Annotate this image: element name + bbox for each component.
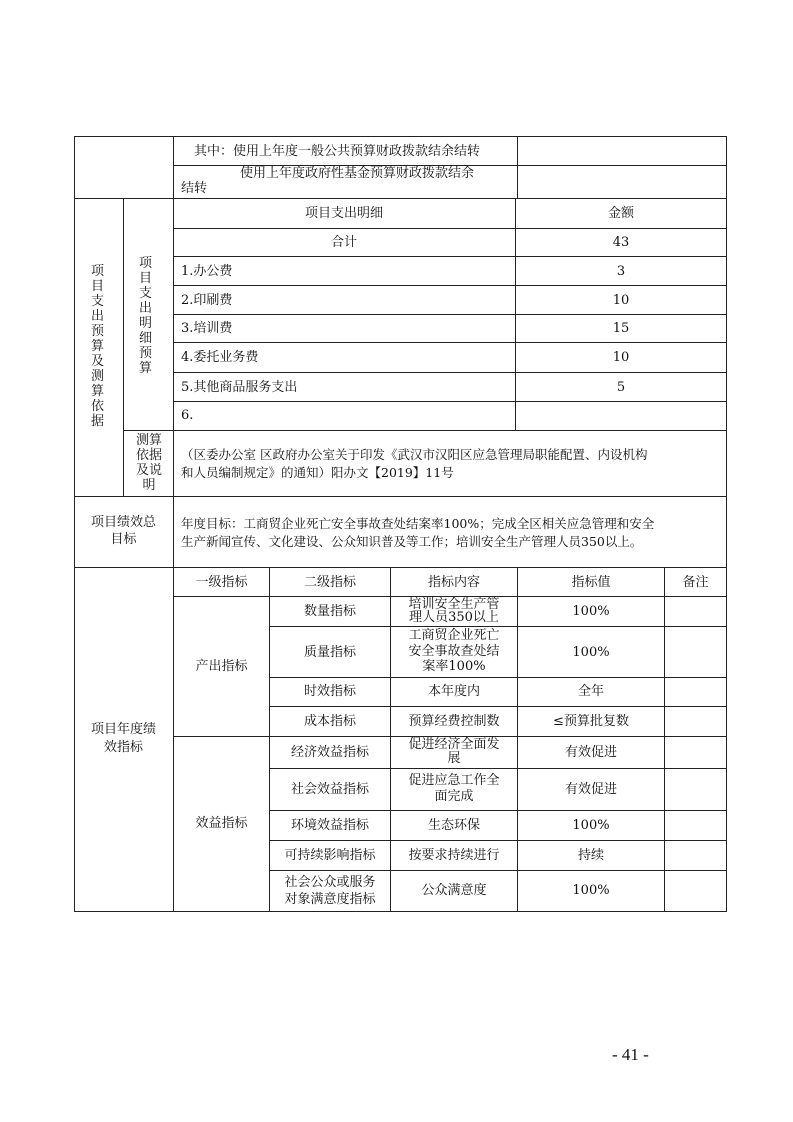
goal-label-line2: 目标	[110, 532, 137, 547]
total-value: 43	[612, 235, 630, 250]
indicator-content: 培训安全生产管 理人员350以上	[408, 597, 500, 625]
expense-item-amount: 5	[616, 380, 626, 395]
indicator-level2: 环境效益指标	[290, 818, 369, 833]
indicator-value: 有效促进	[564, 745, 617, 760]
indicator-level2: 经济效益指标	[290, 745, 369, 760]
header-value: 指标值	[571, 575, 611, 590]
indicator-content: 促进应急工作全 面完成	[408, 773, 500, 804]
expense-item-name: 5.其他商品服务支出	[181, 380, 298, 395]
indicator-content: 工商贸企业死亡 安全事故查处结 案率100%	[408, 628, 500, 674]
goal-text-line2: 生产新闻宣传、文化建设、公众知识普及等工作；培训安全生产管理人员350以上。	[181, 534, 643, 549]
indicator-level2: 社会公众或服务 对象满意度指标	[284, 875, 376, 907]
benefit-indicators-label: 效益指标	[195, 816, 248, 831]
expense-item-amount: 3	[616, 264, 626, 279]
fund-budget-carryover-label-line2: 结转	[181, 181, 208, 196]
indicator-content: 预算经费控制数	[408, 714, 500, 729]
expense-item-amount: 15	[612, 321, 630, 336]
indicator-level2: 数量指标	[303, 604, 356, 619]
header-amount: 金额	[607, 206, 634, 221]
goal-text-line1: 年度目标：工商贸企业死亡安全事故查处结案率100%；完成全区相关应急管理和安全	[181, 516, 655, 531]
output-indicators-label: 产出指标	[195, 659, 248, 674]
indicators-label-line2: 效指标	[103, 740, 143, 755]
header-item: 项目支出明细	[304, 206, 383, 221]
expense-detail-label: 项目支出明细预算	[138, 256, 152, 376]
indicator-value: 有效促进	[564, 782, 617, 797]
expense-item-amount: 10	[612, 350, 630, 365]
indicator-value: ≤预算批复数	[553, 714, 629, 729]
expense-section-label: 项目支出预算及测算依据	[90, 264, 104, 429]
header-remark: 备注	[682, 575, 709, 590]
basis-text-line2: 和人员编制规定》的通知）阳办文【2019】11号	[181, 465, 454, 480]
indicator-level2: 时效指标	[303, 684, 356, 699]
expense-item-name: 2.印刷费	[181, 293, 233, 308]
indicators-label-line1: 项目年度绩	[90, 722, 156, 737]
table-border-right	[726, 136, 727, 912]
fund-budget-carryover-label-line1: 使用上年度政府性基金预算财政拨款结余	[240, 166, 475, 181]
expense-item-name: 6.	[181, 408, 194, 423]
expense-item-name: 3.培训费	[181, 321, 233, 336]
table-border-bottom	[74, 911, 727, 912]
indicator-content: 本年度内	[427, 684, 480, 699]
indicator-value: 100%	[572, 883, 610, 898]
indicator-value: 100%	[572, 818, 610, 833]
header-level1: 一级指标	[195, 575, 248, 590]
indicator-value: 100%	[572, 604, 610, 619]
header-content: 指标内容	[427, 575, 480, 590]
table-border-top	[74, 136, 727, 137]
expense-item-name: 1.办公费	[181, 264, 233, 279]
indicator-content: 按要求持续进行	[408, 848, 500, 863]
expense-item-name: 4.委托业务费	[181, 350, 259, 365]
indicator-level2: 成本指标	[303, 714, 356, 729]
general-budget-carryover-label: 其中：使用上年度一般公共预算财政拨款结余结转	[194, 144, 481, 159]
indicator-level2: 社会效益指标	[290, 782, 369, 797]
indicator-value: 持续	[577, 848, 604, 863]
indicator-level2: 质量指标	[303, 645, 356, 660]
page-number: - 41 -	[612, 1045, 649, 1064]
basis-label: 测算依据及说明	[135, 433, 162, 493]
indicator-content: 公众满意度	[421, 883, 487, 898]
indicator-level2: 可持续影响指标	[284, 848, 376, 863]
indicator-content: 促进经济全面发 展	[408, 737, 500, 766]
basis-text-line1: （区委办公室 区政府办公室关于印发《武汉市汉阳区应急管理局职能配置、内设机构	[181, 447, 648, 462]
header-level2: 二级指标	[303, 575, 356, 590]
total-label: 合计	[330, 235, 357, 250]
indicator-value: 全年	[577, 684, 604, 699]
indicator-value: 100%	[572, 645, 610, 660]
expense-item-amount: 10	[612, 293, 630, 308]
indicator-content: 生态环保	[427, 818, 480, 833]
goal-label-line1: 项目绩效总	[90, 515, 156, 530]
